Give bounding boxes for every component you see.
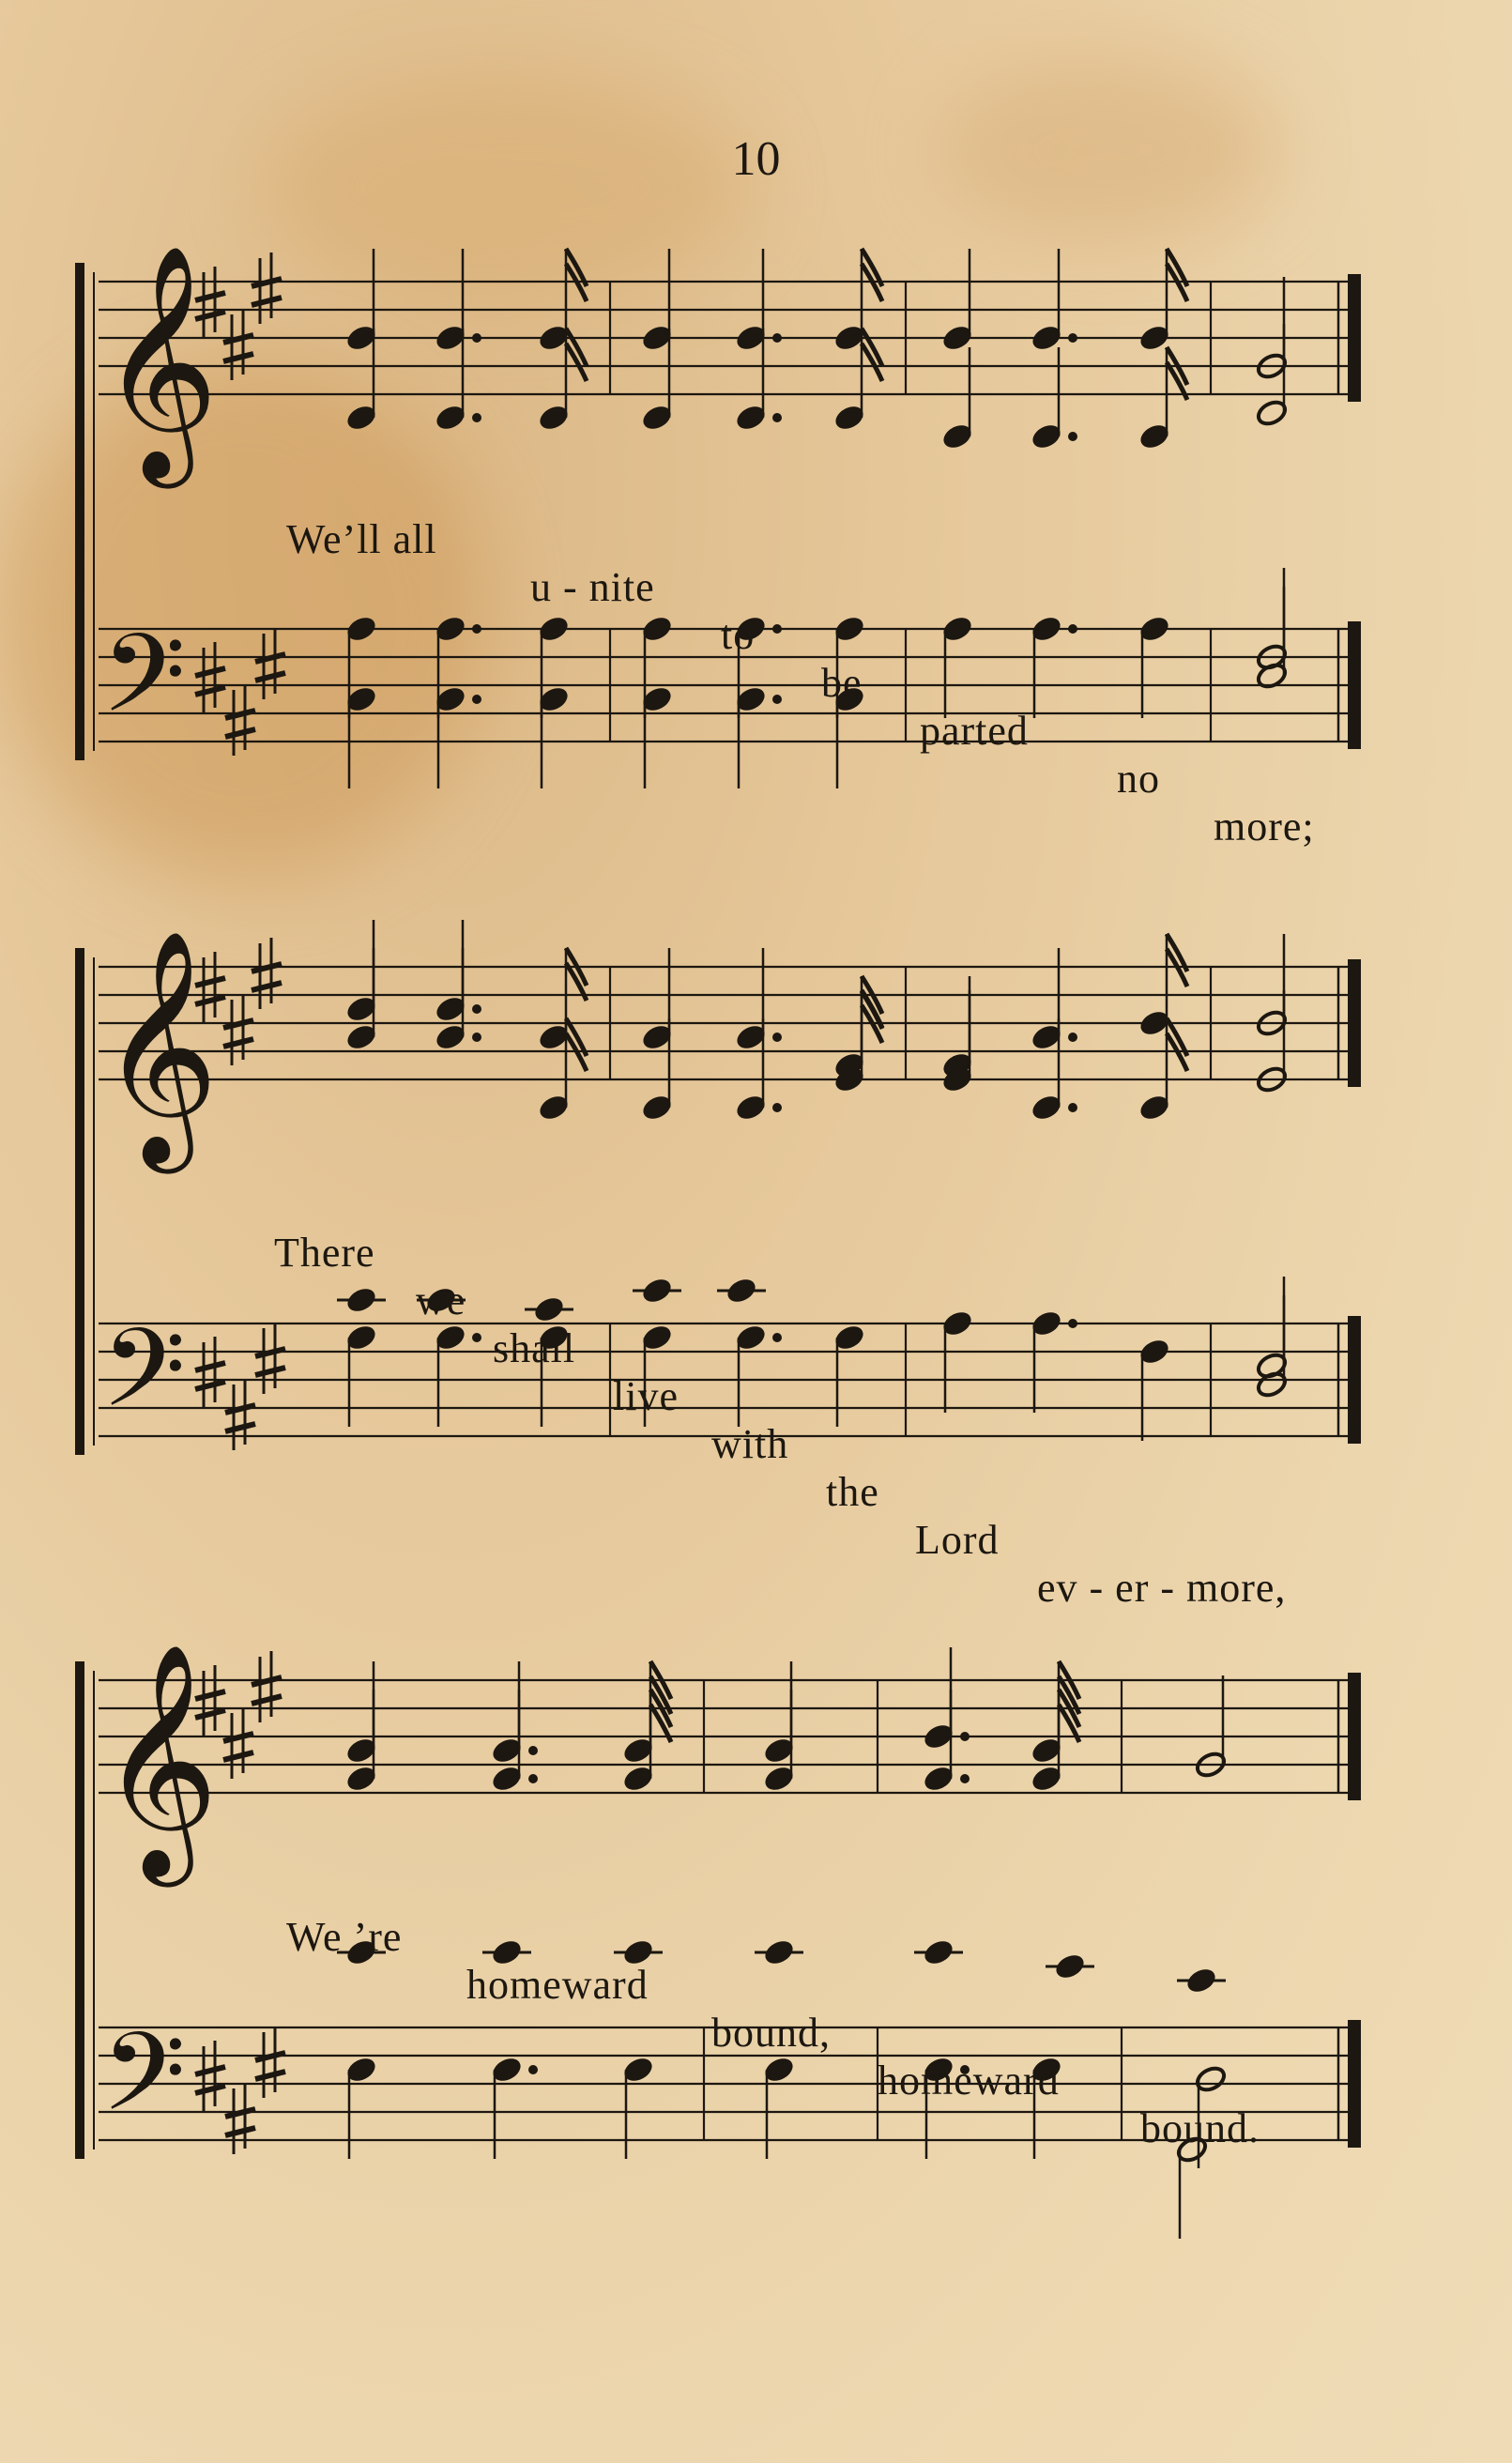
- lyric-word: There: [274, 1230, 375, 1276]
- note-dot: [772, 413, 782, 422]
- sharp-sign: [252, 1677, 282, 1685]
- sharp-sign: [223, 1039, 253, 1047]
- final-bar: [1348, 274, 1361, 402]
- lyric-word: with: [711, 1421, 789, 1467]
- note-dot: [528, 1746, 538, 1755]
- lyric-word: be: [821, 660, 863, 706]
- lyric-word: homeward: [878, 2058, 1060, 2103]
- lyric-word: ev - er - more,: [1037, 1565, 1287, 1611]
- note-dot: [472, 1033, 481, 1042]
- lyric-word: parted: [920, 708, 1029, 754]
- note-dot: [472, 333, 481, 343]
- note-dot: [1068, 1033, 1077, 1042]
- lyric-word: to: [721, 612, 756, 658]
- sharp-sign: [223, 1020, 253, 1028]
- lyric-word: We ’re: [286, 1914, 403, 1960]
- final-bar: [1348, 959, 1361, 1087]
- lyric-word: no: [1117, 756, 1160, 802]
- lyric-word: Lord: [915, 1517, 1000, 1563]
- note-dot: [472, 1004, 481, 1014]
- bass-clef-icon: 𝄢: [101, 1306, 187, 1459]
- sharp-sign: [252, 298, 282, 305]
- lyric-line-3: [0, 1865, 1512, 2152]
- sharp-sign: [223, 335, 253, 343]
- final-bar: [1348, 1673, 1361, 1800]
- treble-clef-icon: 𝄞: [99, 1641, 220, 1876]
- lyric-word: shall: [493, 1325, 576, 1371]
- bass-clef-icon: 𝄢: [101, 2010, 187, 2163]
- lyric-word: bound,: [711, 2010, 831, 2056]
- note-dot: [772, 333, 782, 343]
- note-dot: [772, 1033, 782, 1042]
- sharp-sign: [252, 983, 282, 990]
- sharp-sign: [223, 1752, 253, 1760]
- treble-clef-icon: 𝄞: [99, 242, 220, 478]
- lyric-word: we: [416, 1277, 466, 1323]
- bass-clef-icon: 𝄢: [101, 611, 187, 764]
- lyric-line-1: [0, 467, 1512, 850]
- note-dot: [1068, 1103, 1077, 1112]
- note-dot: [472, 413, 481, 422]
- lyric-word: the: [826, 1469, 879, 1515]
- lyric-word: u - nite: [530, 564, 655, 610]
- note-dot: [960, 1774, 970, 1783]
- page-number: 10: [731, 132, 781, 186]
- treble-clef-icon: 𝄞: [99, 927, 220, 1163]
- lyric-word: live: [613, 1373, 679, 1419]
- sharp-sign: [252, 964, 282, 971]
- lyric-word: more;: [1214, 803, 1315, 849]
- note-dot: [1068, 432, 1077, 441]
- lyric-line-2: [0, 1181, 1512, 1612]
- sharp-sign: [252, 279, 282, 286]
- note-dot: [528, 1774, 538, 1783]
- lyric-word: homeward: [466, 1962, 649, 2008]
- lyric-word: We’ll all: [286, 516, 437, 562]
- note-dot: [1068, 333, 1077, 343]
- sharp-sign: [223, 1734, 253, 1741]
- note-dot: [772, 1103, 782, 1112]
- lyric-word: bound.: [1140, 2105, 1260, 2151]
- note-dot: [960, 1732, 970, 1741]
- sharp-sign: [252, 1696, 282, 1704]
- sharp-sign: [223, 354, 253, 361]
